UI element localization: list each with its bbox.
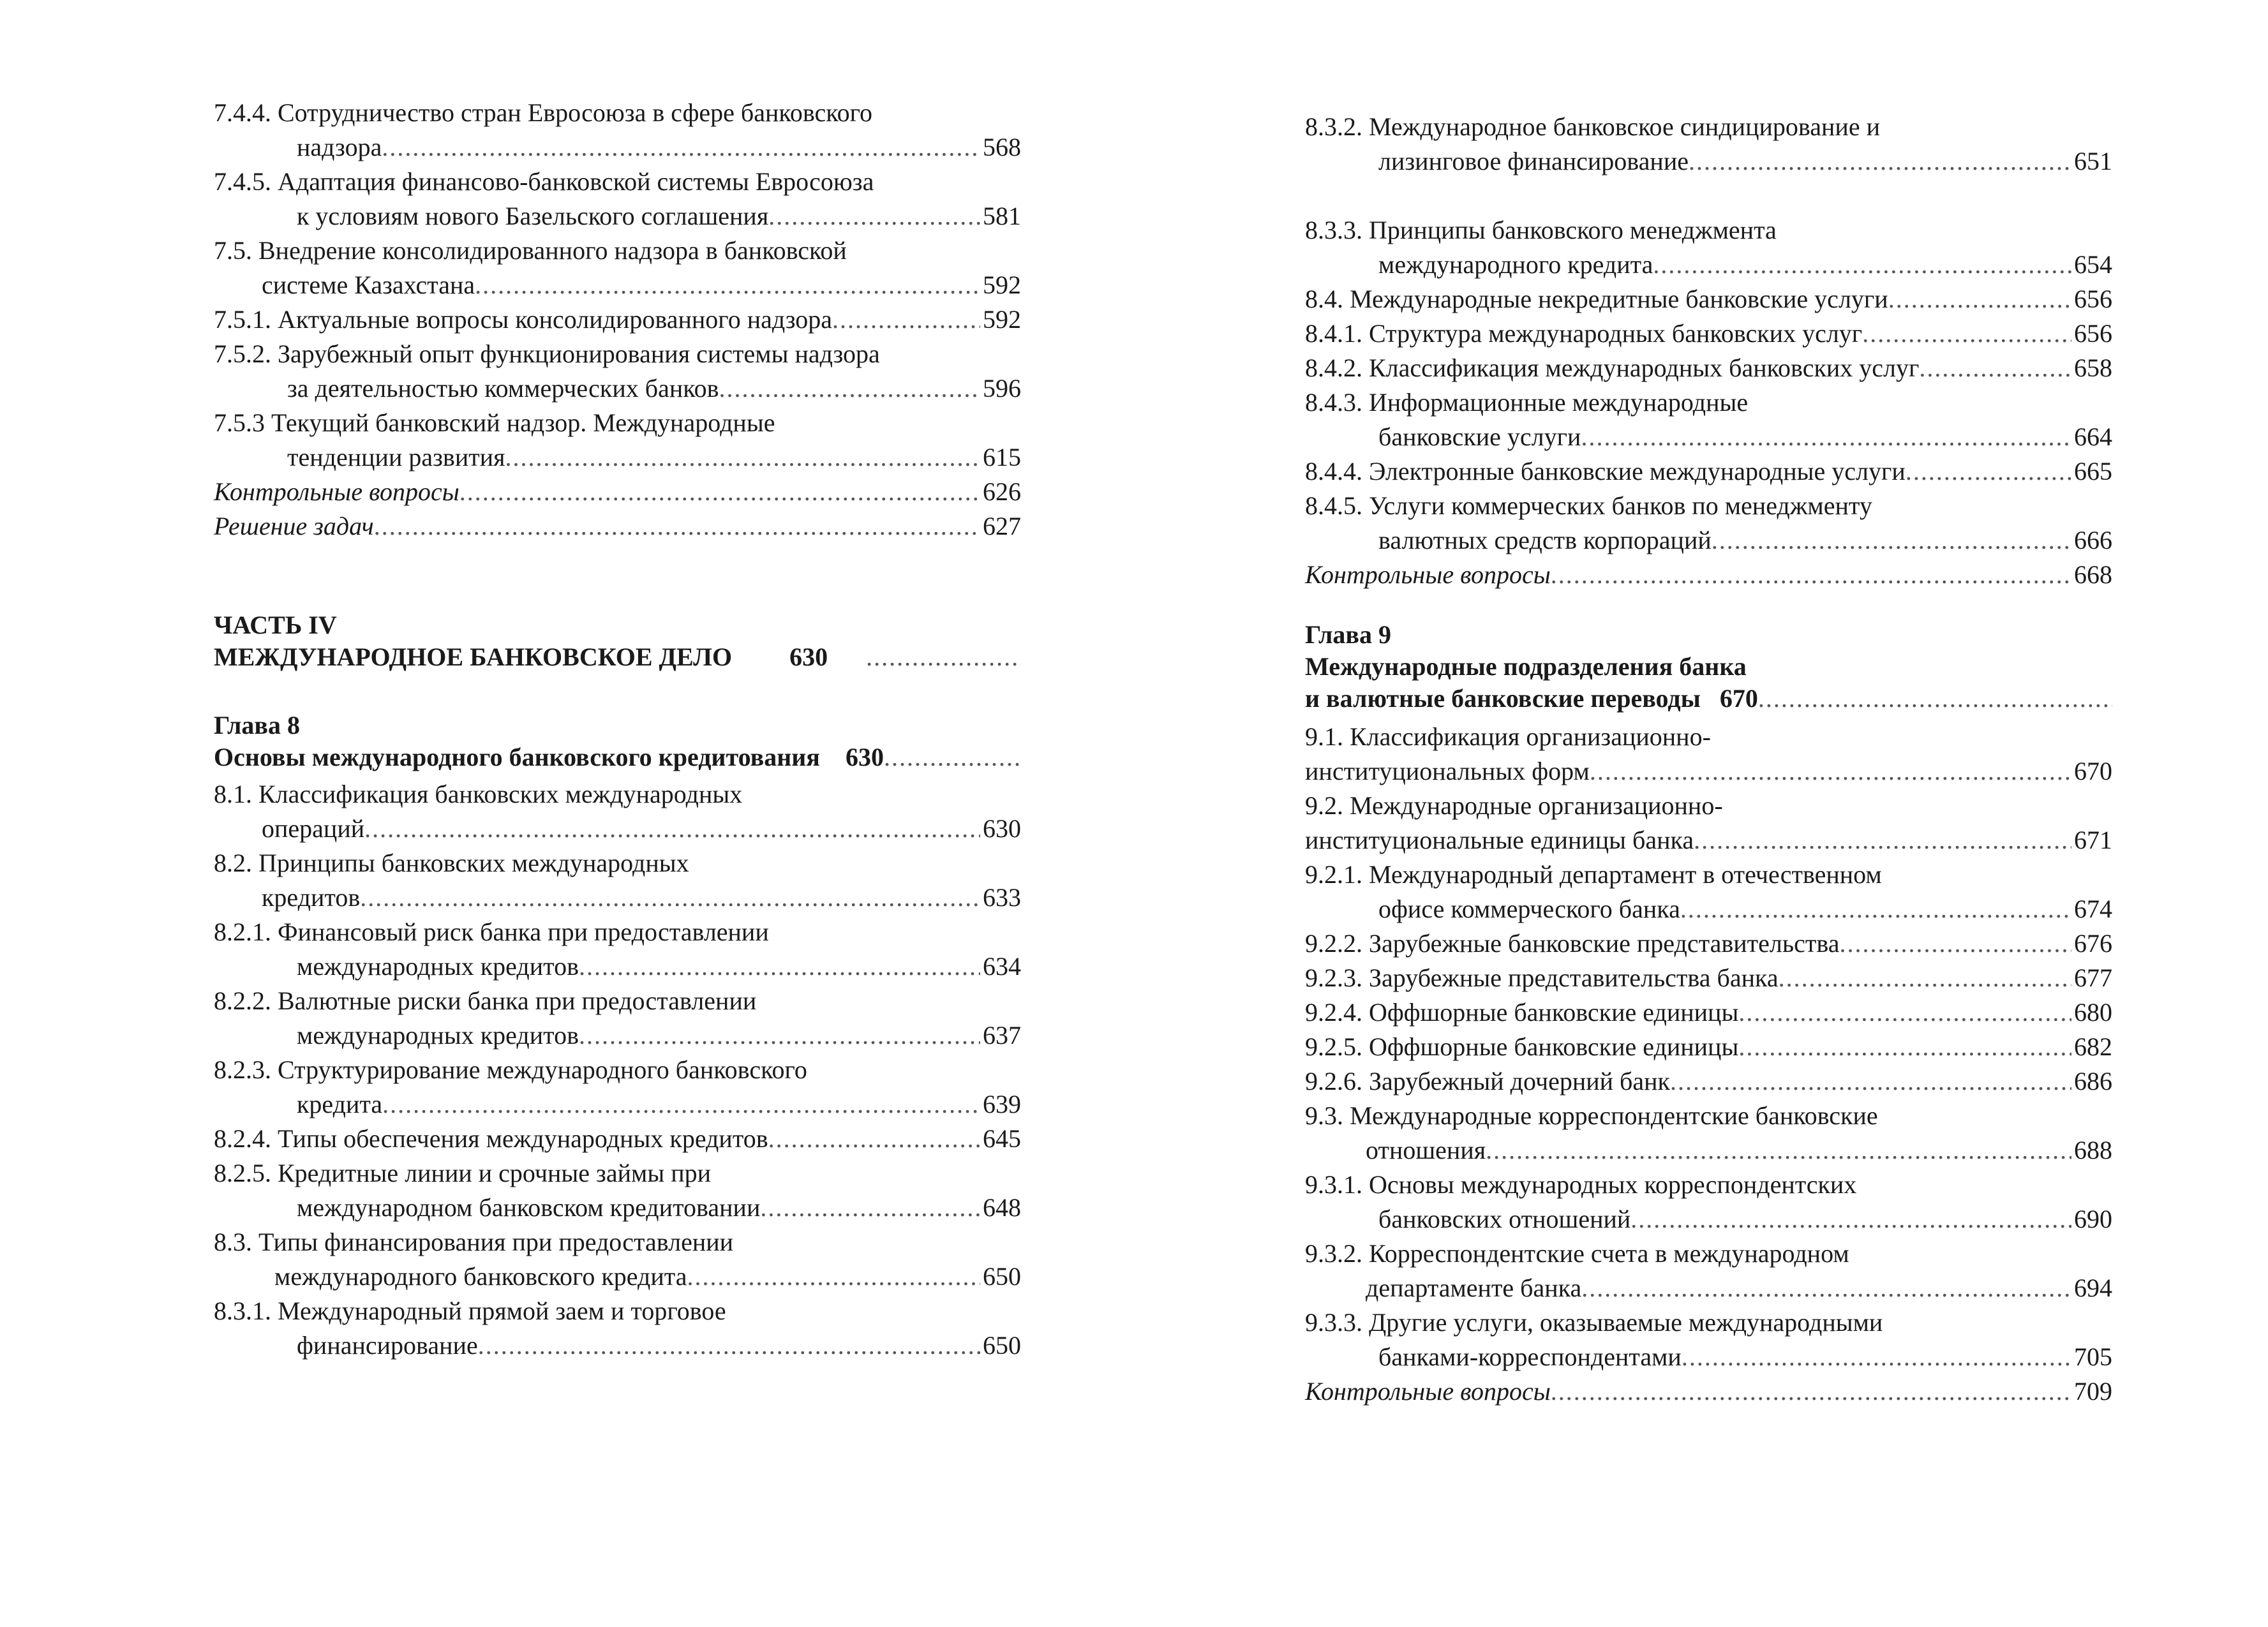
toc-entry-page: 568 xyxy=(983,133,1021,161)
leader-dots xyxy=(1581,420,2071,454)
toc-block-right-bottom xyxy=(1305,720,2112,1409)
toc-entry-page: 650 xyxy=(983,1262,1021,1291)
part-page: 630 xyxy=(789,643,828,671)
toc-entry xyxy=(214,1191,1021,1225)
toc-entry xyxy=(1305,1099,2112,1133)
leader-dots xyxy=(1551,558,2071,592)
toc-entry-title: 9.2.4. Оффшорные банковские единицы xyxy=(1305,998,1739,1027)
leader-dots xyxy=(478,1328,980,1363)
toc-entry-title: Контрольные вопросы xyxy=(214,477,459,506)
toc-entry-title: 7.5. Внедрение консолидированного надзора в банковской xyxy=(214,236,847,265)
leader-dots xyxy=(719,371,980,406)
toc-entry xyxy=(214,165,1021,199)
toc-entry-page: 674 xyxy=(2074,895,2112,923)
chapter-label: Глава 9 xyxy=(1305,620,1391,649)
toc-entry-title: 9.2.3. Зарубежные представительства банка xyxy=(1305,963,1779,992)
chapter-title-line2: и валютные банковские переводы xyxy=(1305,684,1701,713)
toc-entry-title: международного кредита xyxy=(1378,250,1653,279)
toc-block-right-top xyxy=(1305,110,2112,592)
toc-entry-title: 8.3. Типы финансирования при предоставлении xyxy=(214,1228,734,1256)
toc-entry-title: 9.3. Международные корреспондентские банковские xyxy=(1305,1101,1878,1130)
toc-entry-page: 645 xyxy=(983,1124,1021,1153)
toc-entry-title: к условиям нового Базельского соглашения xyxy=(297,202,769,230)
toc-entry xyxy=(214,1122,1021,1156)
toc-entry-title: финансирование xyxy=(297,1331,478,1360)
toc-entry-title: тенденции развития xyxy=(287,443,505,472)
toc-entry xyxy=(1305,892,2112,926)
toc-entry xyxy=(1305,1374,2112,1409)
chapter-8-heading xyxy=(214,709,1021,773)
toc-entry-page: 592 xyxy=(983,271,1021,299)
leader-dots xyxy=(760,1191,980,1225)
toc-entry-title: международного банковского кредита xyxy=(274,1262,687,1291)
toc-entry xyxy=(214,880,1021,915)
leader-dots xyxy=(768,1122,980,1156)
toc-entry xyxy=(1305,351,2112,385)
toc-entry xyxy=(214,915,1021,949)
toc-entry xyxy=(214,777,1021,812)
toc-entry-title: международном банковском кредитовании xyxy=(297,1193,761,1222)
leader-dots xyxy=(1689,144,2071,179)
part-label: ЧАСТЬ IV xyxy=(214,611,337,639)
toc-entry-title: 9.3.3. Другие услуги, оказываемые международными xyxy=(1305,1308,1883,1337)
toc-entry xyxy=(1305,454,2112,489)
toc-entry-title: международных кредитов xyxy=(297,952,579,981)
toc-entry-page: 694 xyxy=(2074,1274,2112,1302)
toc-entry xyxy=(1305,1202,2112,1237)
chapter-page: 670 xyxy=(1719,684,1758,713)
toc-entry-title: системе Казахстана xyxy=(262,271,475,299)
toc-entry xyxy=(214,475,1021,509)
toc-entry xyxy=(1305,282,2112,316)
toc-entry-page: 648 xyxy=(983,1193,1021,1222)
toc-entry-title: институциональные единицы банка xyxy=(1305,826,1694,854)
toc-entry xyxy=(1305,248,2112,282)
leader-dots xyxy=(1738,995,2071,1030)
leader-dots xyxy=(1653,248,2071,282)
toc-entry-page: 639 xyxy=(983,1090,1021,1118)
leader-dots xyxy=(1680,892,2071,926)
toc-entry xyxy=(1305,489,2112,523)
toc-entry xyxy=(1305,926,2112,961)
toc-block-left-bottom xyxy=(214,777,1021,1363)
chapter-9-heading xyxy=(1305,619,2112,715)
toc-entry xyxy=(214,302,1021,337)
toc-entry-title: 8.2.3. Структурирование международного банковского xyxy=(214,1055,807,1084)
toc-entry-title: 8.3.3. Принципы банковского менеджмента xyxy=(1305,216,1777,244)
toc-entry-title: офисе коммерческого банка xyxy=(1378,895,1680,923)
leader-dots xyxy=(382,130,980,165)
toc-entry-page: 709 xyxy=(2074,1377,2112,1406)
toc-entry-title: 9.2.5. Оффшорные банковские единицы xyxy=(1305,1032,1739,1061)
toc-entry-page: 656 xyxy=(2074,285,2112,313)
toc-entry xyxy=(214,949,1021,984)
toc-entry xyxy=(214,509,1021,544)
toc-entry-title: 8.1. Классификация банковских международных xyxy=(214,780,743,808)
leader-dots xyxy=(579,1018,980,1053)
toc-entry xyxy=(1305,558,2112,592)
toc-entry-title: 8.2. Принципы банковских международных xyxy=(214,849,689,877)
toc-entry xyxy=(1305,1237,2112,1271)
toc-entry xyxy=(1305,823,2112,858)
leader-dots xyxy=(768,199,980,234)
toc-entry xyxy=(214,130,1021,165)
toc-entry-title: 8.2.1. Финансовый риск банка при предоставлении xyxy=(214,918,769,946)
toc-entry xyxy=(214,812,1021,846)
toc-entry-page: 665 xyxy=(2074,457,2112,486)
toc-entry-title: 7.5.2. Зарубежный опыт функционирования системы надзора xyxy=(214,339,880,368)
toc-entry-page: 664 xyxy=(2074,422,2112,451)
leader-dots xyxy=(1839,926,2071,961)
toc-entry-page: 666 xyxy=(2074,526,2112,554)
leader-dots xyxy=(1906,454,2071,489)
toc-entry xyxy=(1305,789,2112,823)
toc-entry xyxy=(214,371,1021,406)
toc-entry-title: валютных средств корпораций xyxy=(1378,526,1712,554)
leader-dots xyxy=(1581,1271,2071,1305)
toc-entry-title: институциональных форм xyxy=(1305,757,1590,785)
leader-dots xyxy=(374,509,980,544)
toc-entry-page: 596 xyxy=(983,374,1021,403)
toc-entry xyxy=(214,1328,1021,1363)
toc-entry xyxy=(1305,720,2112,754)
toc-entry-page: 688 xyxy=(2074,1136,2112,1164)
toc-entry xyxy=(1305,1305,2112,1340)
leader-dots xyxy=(1551,1374,2071,1409)
toc-entry-page: 671 xyxy=(2074,826,2112,854)
toc-entry xyxy=(214,1259,1021,1294)
toc-entry xyxy=(214,96,1021,130)
toc-entry-title: Решение задач xyxy=(214,512,374,540)
toc-entry-title: банковских отношений xyxy=(1378,1205,1631,1233)
toc-entry xyxy=(1305,1168,2112,1202)
toc-entry-title: 9.3.2. Корреспондентские счета в международном xyxy=(1305,1239,1849,1268)
toc-entry-page: 615 xyxy=(983,443,1021,472)
leader-dots xyxy=(1919,351,2071,385)
toc-entry xyxy=(214,268,1021,302)
leader-dots xyxy=(1630,1202,2071,1237)
toc-entry xyxy=(214,440,1021,475)
toc-entry xyxy=(214,1087,1021,1122)
toc-entry-title: 9.2. Международные организационно- xyxy=(1305,791,1723,820)
toc-entry xyxy=(214,984,1021,1018)
toc-entry-title: кредита xyxy=(297,1090,383,1118)
leader-dots xyxy=(832,302,980,337)
toc-entry-page: 654 xyxy=(2074,250,2112,279)
toc-entry-page: 627 xyxy=(983,512,1021,540)
toc-entry-page: 705 xyxy=(2074,1342,2112,1371)
toc-entry-title: 8.4.5. Услуги коммерческих банков по менеджменту xyxy=(1305,491,1872,520)
toc-entry-title: 8.4.4. Электронные банковские международные услуги xyxy=(1305,457,1906,486)
leader-dots xyxy=(382,1087,980,1122)
toc-entry-title: операций xyxy=(262,814,365,843)
toc-entry-page: 690 xyxy=(2074,1205,2112,1233)
toc-entry-page: 656 xyxy=(2074,319,2112,348)
toc-entry xyxy=(1305,961,2112,995)
chapter-title-line1: Международные подразделения банка xyxy=(1305,652,1747,681)
toc-entry xyxy=(214,1225,1021,1259)
toc-entry-page: 686 xyxy=(2074,1067,2112,1096)
toc-entry-title: 9.2.1. Международный департамент в отечественном xyxy=(1305,860,1882,889)
toc-entry-title: 8.2.2. Валютные риски банка при предоставлении xyxy=(214,986,757,1015)
toc-entry-title: 8.2.4. Типы обеспечения международных кредитов xyxy=(214,1124,768,1153)
leader-dots xyxy=(1682,1340,2071,1374)
toc-entry xyxy=(214,1294,1021,1328)
toc-entry xyxy=(1305,1030,2112,1064)
toc-entry-title: банковские услуги xyxy=(1378,422,1581,451)
leader-dots xyxy=(459,475,980,509)
toc-entry-page: 676 xyxy=(2074,929,2112,958)
toc-entry-title: 8.4.1. Структура международных банковских услуг xyxy=(1305,319,1863,348)
leader-dots xyxy=(1486,1133,2071,1168)
toc-entry-title: кредитов xyxy=(262,883,361,912)
toc-entry-page: 592 xyxy=(983,305,1021,334)
toc-entry-page: 634 xyxy=(983,952,1021,981)
toc-entry xyxy=(1305,523,2112,558)
toc-entry xyxy=(1305,316,2112,351)
toc-entry xyxy=(214,846,1021,880)
toc-entry-title: за деятельностью коммерческих банков xyxy=(287,374,719,403)
leader-dots xyxy=(364,812,980,846)
toc-entry-page: 626 xyxy=(983,477,1021,506)
chapter-page: 630 xyxy=(845,743,884,771)
toc-entry-page: 668 xyxy=(2074,560,2112,589)
leader-dots xyxy=(1738,1030,2071,1064)
chapter-title: Основы международного банковского кредитования xyxy=(214,743,820,771)
toc-entry-title: 7.4.5. Адаптация финансово-банковской системы Евросоюза xyxy=(214,167,874,196)
leader-dots xyxy=(1779,961,2071,995)
toc-entry xyxy=(214,1018,1021,1053)
toc-entry-title: надзора xyxy=(297,133,382,161)
leader-dots xyxy=(1694,823,2071,858)
leader-dots xyxy=(505,440,980,475)
leader-dots xyxy=(1862,316,2071,351)
toc-entry xyxy=(214,337,1021,371)
toc-entry-page: 630 xyxy=(983,814,1021,843)
leader-dots xyxy=(360,880,980,915)
toc-entry xyxy=(214,199,1021,234)
part-title: МЕЖДУНАРОДНОЕ БАНКОВСКОЕ ДЕЛО xyxy=(214,643,733,671)
toc-block-left-top xyxy=(214,96,1021,544)
toc-entry xyxy=(1305,1271,2112,1305)
toc-entry-title: 9.2.2. Зарубежные банковские представительства xyxy=(1305,929,1840,958)
toc-entry-title: 7.4.4. Сотрудничество стран Евросоюза в сфере банковского xyxy=(214,98,873,127)
toc-entry-page: 633 xyxy=(983,883,1021,912)
toc-entry-title: отношения xyxy=(1366,1136,1486,1164)
toc-entry-title: международных кредитов xyxy=(297,1021,579,1050)
toc-entry-page: 651 xyxy=(2074,147,2112,175)
toc-entry xyxy=(214,1156,1021,1191)
toc-entry xyxy=(1305,858,2112,892)
toc-entry xyxy=(1305,385,2112,420)
toc-entry xyxy=(1305,754,2112,789)
toc-entry xyxy=(214,406,1021,440)
toc-entry-page: 637 xyxy=(983,1021,1021,1050)
toc-entry-title: 7.5.1. Актуальные вопросы консолидированного надзора xyxy=(214,305,833,334)
toc-entry-page: 682 xyxy=(2074,1032,2112,1061)
leader-dots xyxy=(1888,282,2071,316)
toc-entry-title: 7.5.3 Текущий банковский надзор. Международные xyxy=(214,408,775,437)
toc-entry-title: банками-корреспондентами xyxy=(1378,1342,1682,1371)
toc-entry xyxy=(1305,144,2112,179)
toc-entry-title: 8.4. Международные некредитные банковские услуги xyxy=(1305,285,1888,313)
leader-dots xyxy=(475,268,980,302)
toc-entry xyxy=(1305,213,2112,248)
leader-dots xyxy=(687,1259,980,1294)
toc-entry xyxy=(1305,1340,2112,1374)
toc-entry-title: 8.3.2. Международное банковское синдицирование и xyxy=(1305,112,1880,141)
toc-entry-title: 8.4.2. Классификация международных банковских услуг xyxy=(1305,353,1920,382)
toc-entry xyxy=(214,1053,1021,1087)
toc-entry-title: Контрольные вопросы xyxy=(1305,1377,1551,1406)
part-heading xyxy=(214,609,1021,673)
toc-entry-title: 8.3.1. Международный прямой заем и торговое xyxy=(214,1296,726,1325)
toc-entry xyxy=(1305,1133,2112,1168)
toc-entry-title: 9.3.1. Основы международных корреспондентских xyxy=(1305,1170,1857,1199)
toc-entry-title: 9.1. Классификация организационно- xyxy=(1305,722,1711,751)
toc-entry xyxy=(1305,179,2112,213)
toc-entry xyxy=(1305,1064,2112,1099)
toc-entry xyxy=(1305,110,2112,144)
leader-dots xyxy=(579,949,980,984)
toc-entry-title: Контрольные вопросы xyxy=(1305,560,1551,589)
toc-entry xyxy=(1305,995,2112,1030)
toc-entry-title: лизинговое финансирование xyxy=(1378,147,1689,175)
toc-entry xyxy=(1305,420,2112,454)
toc-entry-page: 658 xyxy=(2074,353,2112,382)
toc-entry-page: 680 xyxy=(2074,998,2112,1027)
chapter-label: Глава 8 xyxy=(214,711,300,739)
toc-entry-title: 9.2.6. Зарубежный дочерний банк xyxy=(1305,1067,1670,1096)
leader-dots xyxy=(1712,523,2071,558)
leader-dots xyxy=(1670,1064,2071,1099)
toc-entry-page: 677 xyxy=(2074,963,2112,992)
toc-entry-title: 8.4.3. Информационные международные xyxy=(1305,388,1749,417)
toc-entry-title: департаменте банка xyxy=(1366,1274,1582,1302)
toc-entry-title: 8.2.5. Кредитные линии и срочные займы при xyxy=(214,1159,712,1187)
toc-entry-page: 650 xyxy=(983,1331,1021,1360)
leader-dots xyxy=(1590,754,2071,789)
toc-entry-page: 670 xyxy=(2074,757,2112,785)
toc-entry-page: 581 xyxy=(983,202,1021,230)
toc-entry xyxy=(214,234,1021,268)
